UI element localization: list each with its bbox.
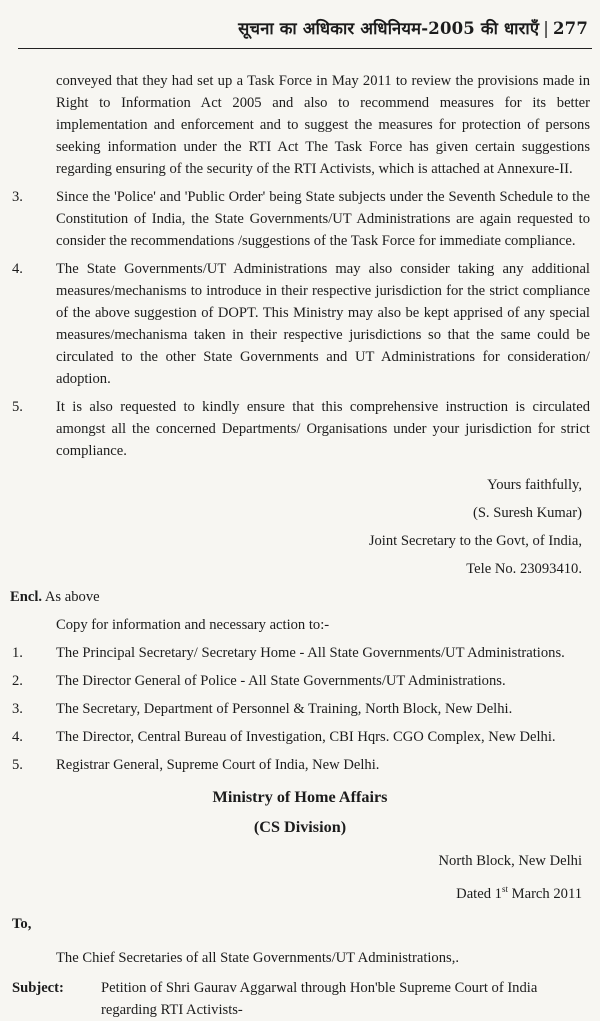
page-number: 277 [552, 19, 588, 38]
signature-block [10, 474, 590, 580]
to-label: To, [12, 915, 32, 932]
paragraph-number: 3. [12, 189, 23, 205]
letter-address: North Block, New Delhi [438, 853, 582, 869]
enclosure-text: As above [44, 589, 100, 605]
copy-number: 1. [12, 645, 23, 661]
copy-text: The Secretary, Department of Personnel & Training, North Block, New Delhi. [56, 701, 513, 717]
copy-text: The Director, Central Bureau of Investigation, CBI Hqrs. CGO Complex, New Delhi. [56, 729, 556, 745]
subject-line [10, 977, 590, 1021]
subject-label: Subject: [12, 979, 64, 996]
header-rule [18, 48, 592, 49]
paragraph-text: The State Governments/UT Administrations may also consider taking any additional measures/mechanisms to introduce in their respective jurisdiction for the strict compliance of the above suggestion of DOPT. This Ministry may also be kept apprised of any special measures/mechanisma taken in their respective jurisdictions so that the same could be circulated to the other State Governments and UT Administrations for consideration/ adoption. [56, 261, 590, 387]
header-separator: | [543, 19, 549, 38]
copy-item [10, 698, 590, 720]
date-suffix: March 2011 [507, 885, 582, 902]
copy-text: The Principal Secretary/ Secretary Home - All State Governments/UT Administrations. [56, 645, 565, 661]
signatory-tele: Tele No. 23093410. [466, 561, 582, 577]
copy-item [10, 670, 590, 692]
copy-item [10, 642, 590, 664]
subject-text: Petition of Shri Gaurav Aggarwal through Hon'ble Supreme Court of India regarding RTI Activists- [101, 979, 538, 1018]
copy-text: The Director General of Police - All State Governments/UT Administrations. [56, 673, 506, 689]
enclosure-label: Encl. [10, 589, 43, 605]
paragraph-text: Since the 'Police' and 'Public Order' being State subjects under the Seventh Schedule to the Constitution of India, the State Governments/UT Administrations are again requested to consider the recommendations /suggestions of the Task Force for immediate compliance. [56, 189, 590, 249]
division-title: (CS Division) [253, 818, 347, 836]
copy-item [10, 726, 590, 748]
copy-number: 2. [12, 673, 23, 689]
copy-number: 3. [12, 701, 23, 717]
intro-paragraph: conveyed that they had set up a Task Force in May 2011 to review the provisions made in Right to Information Act 2005 and also to recommend measures for its better implementation and enforcement and to suggest the measures for protection of persons seeking information under the RTI Act The Task Force has given certain suggestions regarding ensuring of the security of the RTI Activists, which is attached at Annexure-II. [56, 73, 590, 177]
paragraph-number: 5. [12, 399, 23, 415]
date-prefix: Dated 1 [456, 885, 502, 902]
paragraph-text: It is also requested to kindly ensure that this comprehensive instruction is circulated amongst all the concerned Departments/ Organisations under your jurisdiction for strict compliance. [56, 399, 590, 459]
copy-number: 4. [12, 729, 23, 745]
copy-item [10, 754, 590, 776]
copy-number: 5. [12, 757, 23, 773]
header-title: सूचना का अधिकार अधिनियम-2005 की धाराएँ [238, 19, 540, 38]
document-body [10, 70, 590, 1021]
date-sup: st [501, 884, 508, 894]
enclosure-line [10, 586, 590, 608]
paragraph-4 [10, 258, 590, 390]
paragraph-number: 4. [12, 261, 23, 277]
copy-intro: Copy for information and necessary action to:- [56, 617, 330, 633]
signatory-name: (S. Suresh Kumar) [472, 505, 582, 521]
recipient: The Chief Secretaries of all State Governments/UT Administrations,. [56, 949, 459, 966]
copy-text: Registrar General, Supreme Court of India, New Delhi. [56, 757, 380, 773]
letter-date [10, 878, 590, 905]
ministry-title: Ministry of Home Affairs [212, 788, 388, 806]
signatory-designation: Joint Secretary to the Govt, of India, [368, 533, 582, 549]
paragraph-3 [10, 186, 590, 252]
closing: Yours faithfully, [487, 477, 582, 493]
page-header [0, 18, 588, 40]
paragraph-5 [10, 396, 590, 462]
